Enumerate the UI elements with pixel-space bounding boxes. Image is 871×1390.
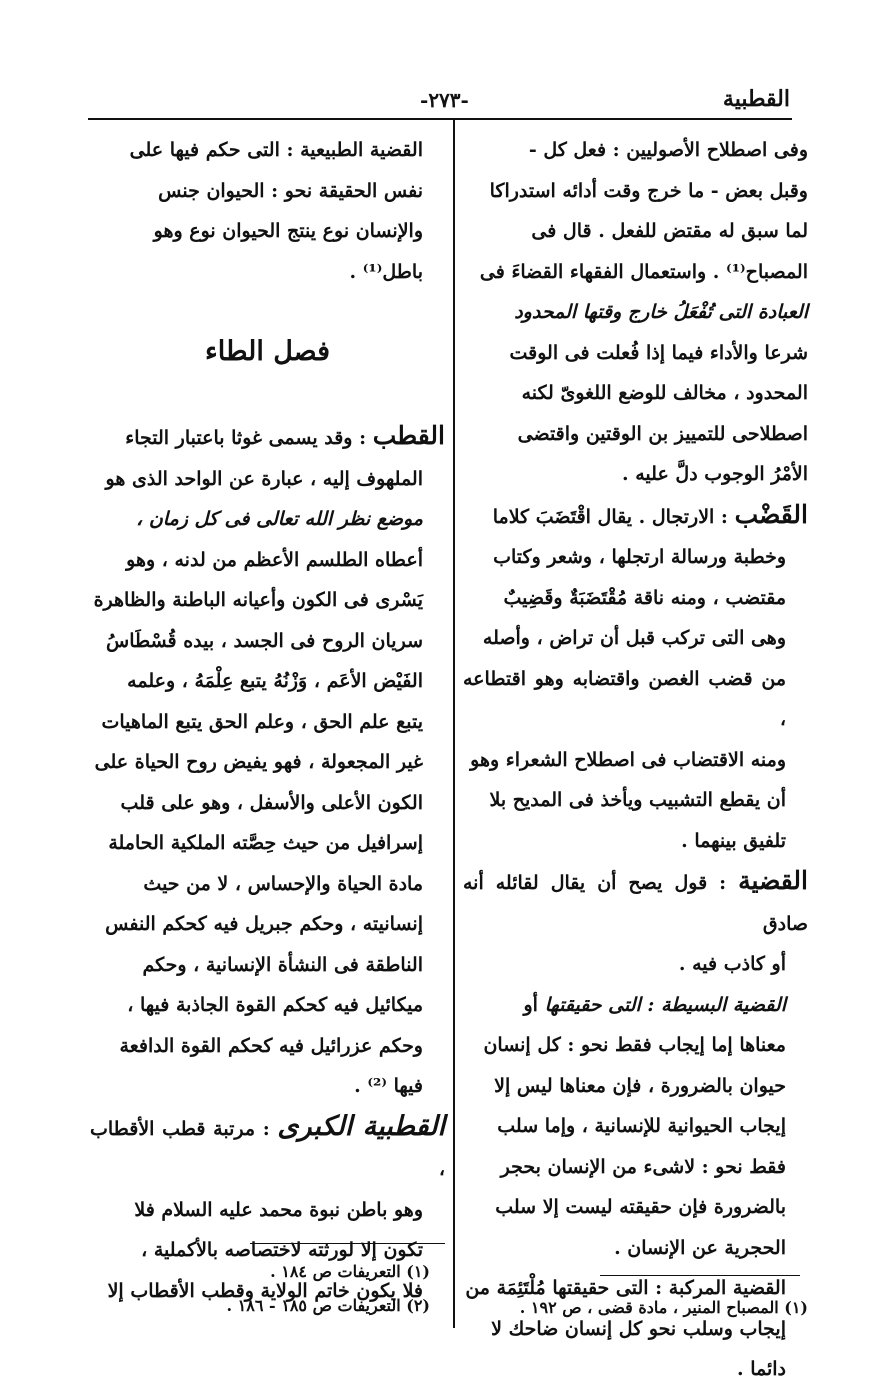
text-line: حيوان بالضرورة ، فإن معناها ليس إلا	[494, 1074, 786, 1097]
entry-first-line	[90, 416, 445, 459]
text-line: معناها إما إيجاب فقط نحو : كل إنسان	[483, 1034, 786, 1056]
text-line: مقتضب ، ومنه ناقة مُقْتَضَبَةٌ وقَضِيبٌ	[503, 586, 786, 609]
text-line: شرعا والأداء فيما إذا فُعلت فى الوقت	[509, 341, 808, 364]
entry-text: : وقد يسمى غوثا باعتبار التجاء	[125, 427, 373, 449]
text-line: إنسانيته ، وحكم جبريل فيه كحكم النفس	[105, 913, 423, 935]
entry-first-line	[463, 495, 808, 538]
right-column	[463, 130, 808, 1390]
text-line: باطل⁽¹⁾ .	[349, 260, 423, 283]
text-line: يَسْرى فى الكون وأعيانه الباطنة والظاهرة	[93, 589, 423, 611]
text-line: الكون الأعلى والأسفل ، وهو على قلب	[120, 791, 423, 814]
text-line: وقبل بعض - ما خرج وقت أدائه استدراكا	[489, 179, 808, 202]
text-line: الناطقة فى النشأة الإنسانية ، وحكم	[142, 953, 423, 976]
subentry-first-line	[463, 985, 808, 1026]
text-line: غير المجعولة ، فهو يفيض روح الحياة على	[94, 751, 423, 773]
subentry-label-basita: القضية البسيطة : التى حقيقتها	[544, 993, 786, 1016]
text-line: بالضرورة فإن حقيقته ليست إلا سلب	[495, 1196, 786, 1218]
entry-term-qutb: القطب	[372, 421, 445, 450]
text-line: وهى التى تركب قبل أن تراض ، وأصله	[482, 627, 786, 649]
subentry-tabiiyya: القضية الطبيعية : التى حكم فيها على	[129, 139, 423, 161]
page-header	[90, 86, 790, 116]
text-line: يتبع علم الحق ، وعلم الحق يتبع الماهيات	[101, 710, 423, 733]
left-column	[90, 130, 445, 1311]
text-line: من قضب الغصن واقتضابه وهو اقتطاعه ،	[463, 667, 786, 730]
entry-text: : قول يصح أن يقال لقائله أنه صادق	[463, 872, 808, 935]
entry-term-qutbiyya: القطبية الكبرى	[277, 1110, 445, 1142]
footnote-rule	[250, 1243, 445, 1244]
text-line: الحجرية عن الإنسان .	[614, 1236, 786, 1259]
footnote: (١) المصباح المنير ، مادة قضى ، ص ١٩٢ .	[519, 1298, 808, 1317]
text-line: والإنسان نوع ينتج الحيوان نوع وهو	[153, 220, 423, 242]
text-line: موضع نظر الله تعالى فى كل زمان ،	[136, 508, 423, 530]
footnote: (٢) التعريفات ص ١٨٥ - ١٨٦ .	[226, 1296, 430, 1315]
text-line: لما سبق له مقتض للفعل . قال فى	[531, 220, 808, 242]
section-heading: فصل الطاء	[205, 336, 330, 367]
footnote: (١) التعريفات ص ١٨٤ .	[270, 1262, 430, 1281]
text-line: المصباح⁽¹⁾ . واستعمال الفقهاء القضاءَ فى	[479, 260, 808, 283]
text-line: وخطبة ورسالة ارتجلها ، وشعر وكتاب	[493, 546, 786, 568]
text-line: فيها ⁽²⁾ .	[354, 1075, 423, 1097]
text-line: الفَيْض الأعَم ، وَزْنُهُ يتبع عِلْمَهُ ، وعلمه	[127, 670, 423, 692]
text-line: وفى اصطلاح الأصوليين : فعل كل -	[528, 139, 808, 161]
text-line: العبادة التى تُفْعَلُ خارج وقتها المحدود	[514, 301, 808, 323]
entry-text: : مرتبة قطب الأقطاب ،	[90, 1117, 445, 1180]
text-line: إسرافيل من حيث حِصَّته الملكية الحاملة	[108, 832, 423, 854]
text-line: اصطلاحى للتمييز بن الوقتين واقتضى	[517, 422, 808, 445]
text-line: ميكائيل فيه كحكم القوة الجاذبة فيها ،	[127, 994, 423, 1016]
text-line: تكون إلا لورثته لاختصاصه بالأكملية ،	[141, 1239, 423, 1261]
text-line: وهو باطن نبوة محمد عليه السلام فلا	[134, 1198, 423, 1221]
text-line: أو كاذب فيه .	[678, 953, 786, 975]
text-line: فقط نحو : لاشىء من الإنسان بحجر	[500, 1155, 786, 1178]
subentry-murakkaba: القضية المركبة : التى حقيقتها مُلْتَئِمَة من	[465, 1277, 786, 1299]
text-line: مادة الحياة والإحساس ، لا من حيث	[143, 872, 423, 895]
entry-first-line	[463, 861, 808, 944]
text-line: المحدود ، مخالف للوضع اللغوىّ لكنه	[521, 382, 808, 404]
text-line: سريان الروح فى الجسد ، بيده قُسْطَاسُ	[106, 629, 423, 652]
text-line: وحكم عزرائيل فيه كحكم القوة الدافعة	[119, 1034, 423, 1057]
text-line: الملهوف إليه ، عبارة عن الواحد الذى هو	[105, 467, 423, 490]
text-line: أعطاه الطلسم الأعظم من لدنه ، وهو	[126, 548, 423, 571]
text-line: تلفيق بينهما .	[681, 829, 786, 852]
entry-term-qadiyya: القضية	[738, 866, 808, 895]
text-line: نفس الحقيقة نحو : الحيوان جنس	[158, 179, 423, 202]
page-number: -٢٧٣-	[420, 88, 469, 112]
footnote-rule	[600, 1275, 800, 1276]
subentry-text: أو	[523, 993, 545, 1016]
entry-first-line	[90, 1107, 445, 1190]
entry-text: : الارتجال . يقال اقْتَضَبَ كلاما	[492, 505, 735, 528]
text-line: أن يقطع التشبيب ويأخذ فى المديح بلا	[489, 789, 786, 811]
text-line: إيجاب الحيوانية للإنسانية ، وإما سلب	[497, 1115, 786, 1137]
running-title: القطبية	[722, 86, 790, 112]
column-divider	[453, 120, 455, 1328]
text-line: إيجاب وسلب نحو كل إنسان ضاحك لا	[491, 1317, 786, 1340]
text-line: فلا يكون خاتم الولاية وقطب الأقطاب إلا	[107, 1279, 423, 1302]
entry-term-qadb: القَضْب	[734, 499, 808, 529]
text-line: ومنه الاقتضاب فى اصطلاح الشعراء وهو	[470, 748, 786, 771]
text-line: دائما .	[736, 1358, 786, 1380]
text-line: الأمْرُ الوجوب دلَّ عليه .	[622, 463, 808, 485]
header-rule	[88, 118, 792, 120]
